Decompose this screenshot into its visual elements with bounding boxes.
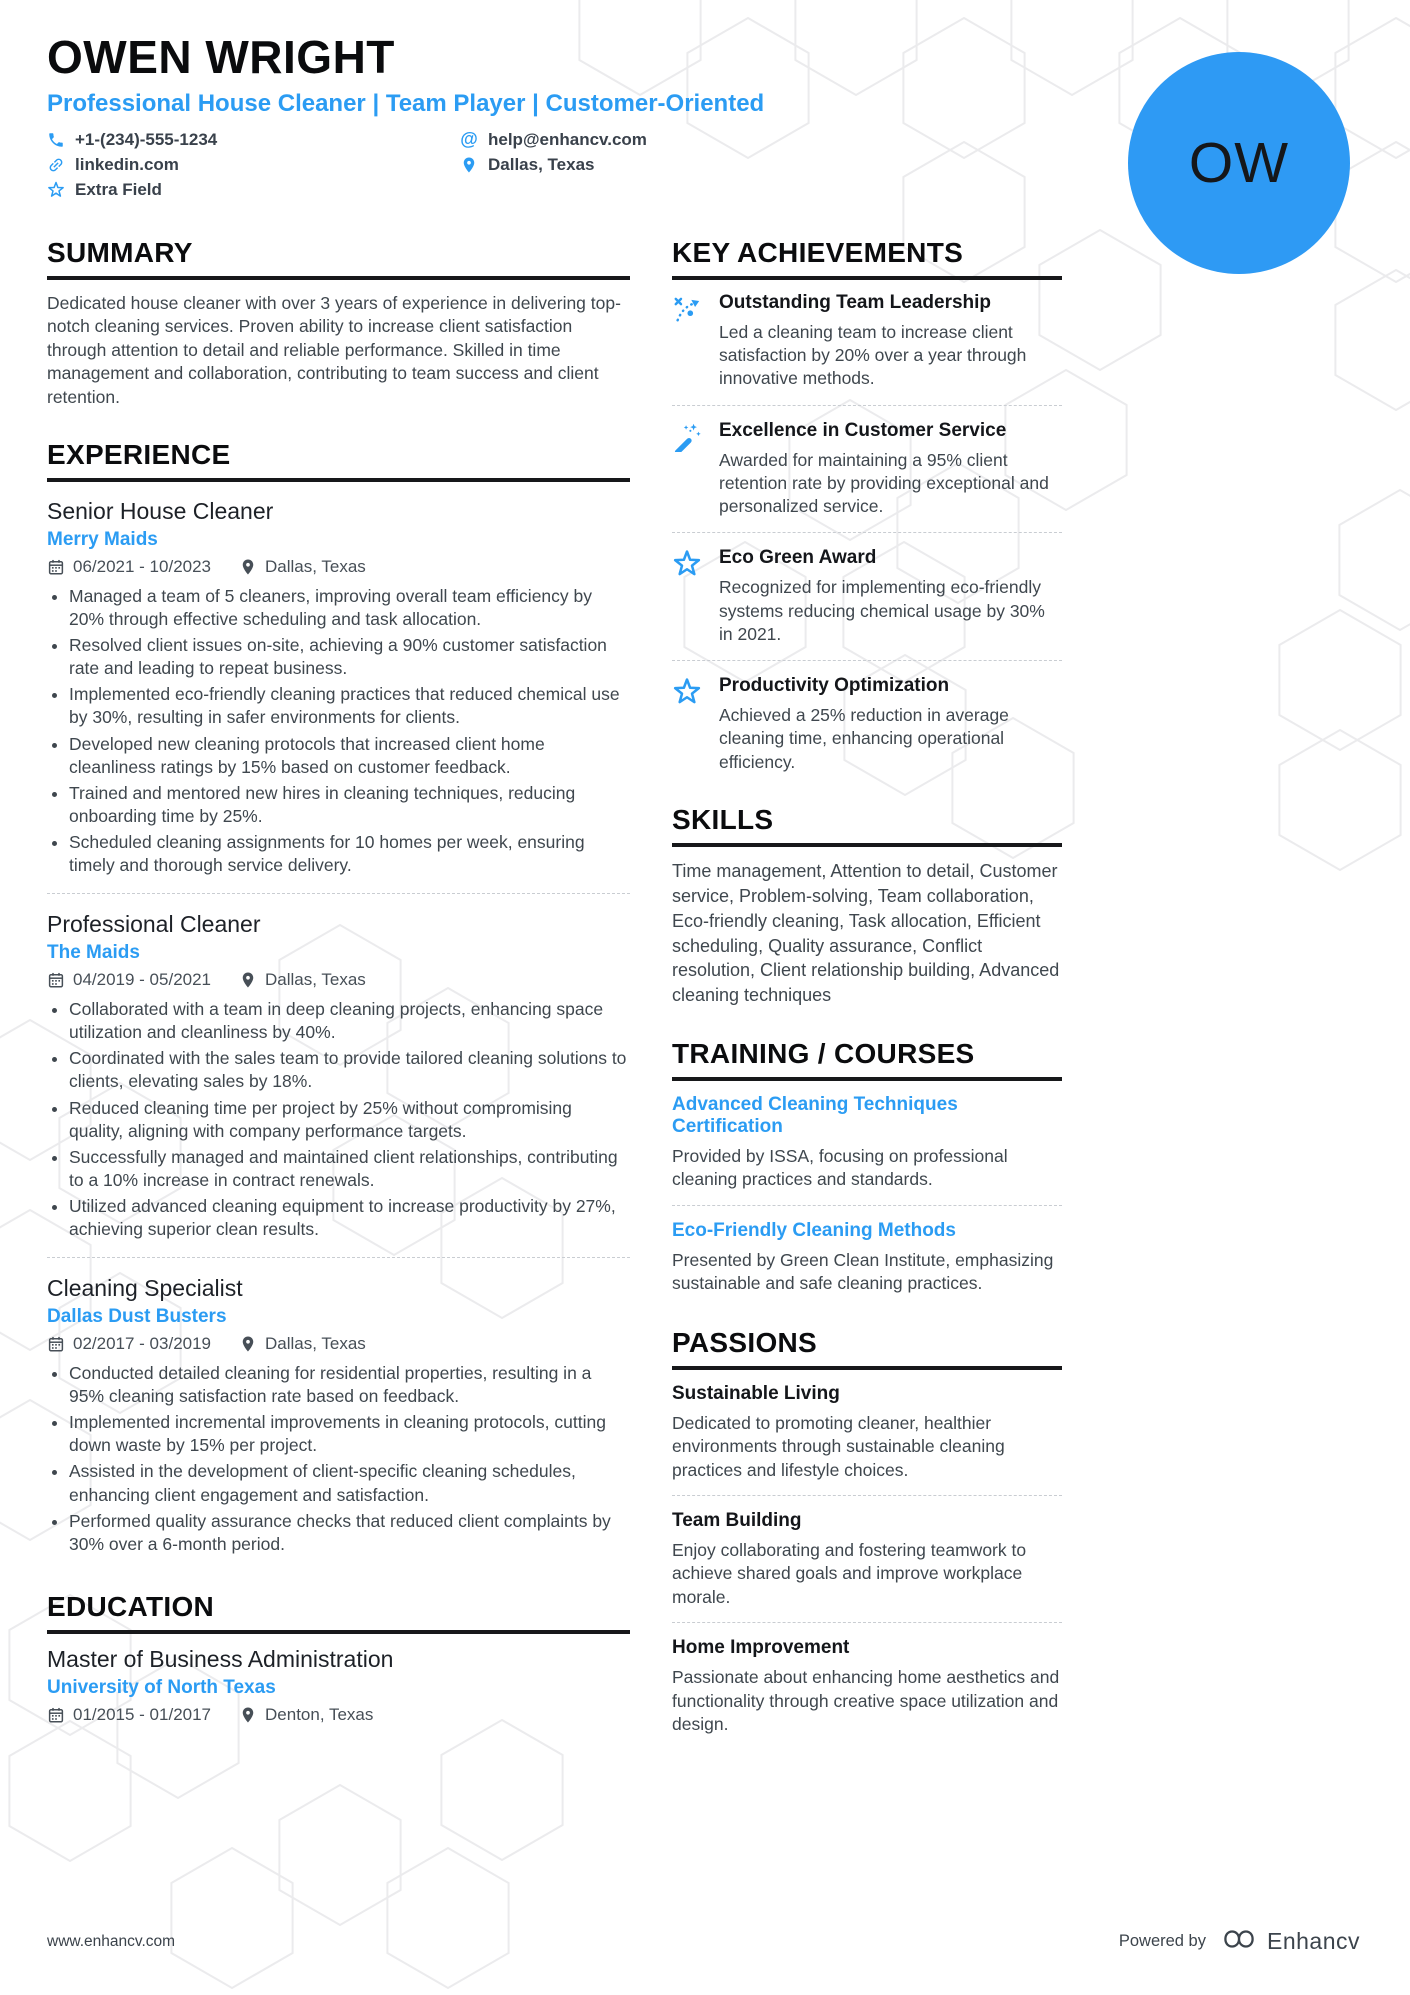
location-icon <box>239 558 257 576</box>
course-title: Eco-Friendly Cleaning Methods <box>672 1219 956 1241</box>
star-icon <box>672 547 704 646</box>
candidate-name: OWEN WRIGHT <box>47 31 395 83</box>
course-item <box>672 1093 1062 1206</box>
training-section <box>672 1038 1062 1297</box>
skills-title: SKILLS <box>672 804 1062 847</box>
location-icon <box>460 156 478 174</box>
contact-phone <box>47 129 460 151</box>
footer <box>47 1924 1360 1959</box>
brand-name: Enhancv <box>1266 1928 1360 1954</box>
experience-title: EXPERIENCE <box>47 439 630 482</box>
bullet: • Trained and mentored new hires in cleaning techniques, reducing onboarding time by 25%. <box>69 782 630 828</box>
location-text: Dallas, Texas <box>488 154 595 174</box>
achievement-text: Led a cleaning team to increase client satisfaction by 20% over a year through innovative methods. <box>719 321 1027 389</box>
avatar-initials: OW <box>1188 131 1290 195</box>
calendar-icon <box>47 558 65 576</box>
passion-title: Home Improvement <box>672 1637 850 1659</box>
bullet: • Reduced cleaning time per project by 25% without compromising quality, aligning with company performance targets. <box>69 1097 630 1143</box>
job-title: Cleaning Specialist <box>47 1275 243 1302</box>
passion-text: Dedicated to promoting cleaner, healthier environments through sustainable cleaning practices and lifestyle choices. <box>672 1412 1005 1480</box>
job-title: Professional Cleaner <box>47 911 261 938</box>
enhancv-logo-icon <box>1219 1924 1259 1959</box>
experience-section <box>47 439 630 1561</box>
bullet: • Conducted detailed cleaning for residential properties, resulting in a 95% cleaning satisfaction rate based on feedback. <box>69 1362 630 1408</box>
achievement-item <box>672 420 1062 534</box>
key-achievements-section <box>672 237 1062 774</box>
training-title: TRAINING / COURSES <box>672 1038 1062 1081</box>
passion-text: Passionate about enhancing home aesthetics and functionality through creative space utilization and design. <box>672 1667 1060 1735</box>
degree: Master of Business Administration <box>47 1645 394 1672</box>
at-icon <box>460 129 478 150</box>
job-location: Dallas, Texas <box>265 557 366 577</box>
passion-item <box>672 1509 1062 1623</box>
bullet: • Developed new cleaning protocols that increased client home cleanliness ratings by 15% based on customer feedback. <box>69 733 630 779</box>
course-text: Presented by Green Clean Institute, emphasizing sustainable and safe cleaning practices. <box>672 1249 1054 1294</box>
job-dates: 02/2017 - 03/2019 <box>73 1334 212 1354</box>
bullet: • Performed quality assurance checks that reduced client complaints by 30% over a 6-month period. <box>69 1510 630 1556</box>
website-link[interactable]: www.enhancv.com <box>47 1932 176 1950</box>
passions-section <box>672 1327 1062 1738</box>
headline: Professional House Cleaner | Team Player | Customer-Oriented <box>47 89 765 117</box>
calendar-icon <box>47 971 65 989</box>
summary-section <box>47 237 630 409</box>
contact-email[interactable] <box>460 129 647 151</box>
company-name: The Maids <box>47 942 140 964</box>
location-icon <box>239 971 257 989</box>
job-location: Dallas, Texas <box>265 970 366 990</box>
extra-field-text: Extra Field <box>75 179 162 199</box>
bullet: • Coordinated with the sales team to provide tailored cleaning solutions to clients, elevating sales by 18%. <box>69 1047 630 1093</box>
achievement-text: Recognized for implementing eco-friendly systems reducing chemical usage by 30% in 2021. <box>719 577 1045 644</box>
education-title: EDUCATION <box>47 1591 630 1634</box>
bullet: • Implemented eco-friendly cleaning practices that reduced chemical use by 30%, resulting in safer environments for clients. <box>69 683 630 729</box>
linkedin-link[interactable]: linkedin.com <box>75 154 179 174</box>
bullet: • Managed a team of 5 cleaners, improving overall team efficiency by 20% through effective scheduling and task allocation. <box>69 585 630 631</box>
job-bullets <box>47 585 630 877</box>
job-dates: 04/2019 - 05/2021 <box>73 970 212 990</box>
experience-entry <box>47 494 630 894</box>
bullet: • Scheduled cleaning assignments for 10 homes per week, ensuring timely and thorough service delivery. <box>69 831 630 877</box>
contact-linkedin[interactable] <box>47 154 460 176</box>
achievement-title: Eco Green Award <box>719 547 877 569</box>
job-dates: 06/2021 - 10/2023 <box>73 557 212 577</box>
phone-icon <box>47 131 65 149</box>
contact-extra-field <box>47 179 460 201</box>
course-title: Advanced Cleaning Techniques Certification <box>672 1093 958 1137</box>
location-icon <box>239 1706 257 1724</box>
experience-entry <box>47 1271 630 1561</box>
achievement-text: Awarded for maintaining a 95% client retention rate by providing exceptional and personalized service. <box>719 449 1049 517</box>
bullet: • Collaborated with a team in deep cleaning projects, enhancing space utilization and cleanliness by 40%. <box>69 998 630 1044</box>
bullet: • Successfully managed and maintained client relationships, contributing to a 10% increase in contract renewals. <box>69 1146 630 1192</box>
contact-location <box>460 154 647 176</box>
job-bullets <box>47 1362 630 1556</box>
achievement-title: Excellence in Customer Service <box>719 419 1007 441</box>
achievement-item <box>672 547 1062 661</box>
location-icon <box>239 1335 257 1353</box>
course-text: Provided by ISSA, focusing on professional cleaning practices and standards. <box>672 1145 1008 1190</box>
skills-list: Time management, Attention to detail, Customer service, Problem-solving, Team collaboration, Eco-friendly cleaning, Task allocation, Efficient scheduling, Quality assurance, Conflict resolution, Client relationship building, Advanced cleaning techniques <box>672 861 1060 1006</box>
passion-title: Team Building <box>672 1510 802 1532</box>
company-name: Dallas Dust Busters <box>47 1306 227 1328</box>
powered-by-label: Powered by <box>1118 1932 1206 1950</box>
job-location: Dallas, Texas <box>265 1334 366 1354</box>
phone-number: +1-(234)-555-1234 <box>75 129 218 149</box>
skills-section <box>672 804 1062 1008</box>
calendar-icon <box>47 1706 65 1724</box>
bullet: • Resolved client issues on-site, achieving a 90% customer satisfaction rate and leading to repeat business. <box>69 634 630 680</box>
link-icon <box>47 156 65 174</box>
achievement-item <box>672 292 1062 406</box>
education-location: Denton, Texas <box>265 1704 374 1724</box>
star-icon <box>672 675 704 774</box>
passions-title: PASSIONS <box>672 1327 1062 1370</box>
bullet: • Utilized advanced cleaning equipment to increase productivity by 27%, achieving superior clean results. <box>69 1195 630 1241</box>
job-bullets <box>47 998 630 1241</box>
course-item <box>672 1219 1062 1297</box>
passion-item <box>672 1382 1062 1496</box>
school-name: University of North Texas <box>47 1676 276 1698</box>
company-name: Merry Maids <box>47 529 158 551</box>
star-icon <box>47 181 65 199</box>
achievement-title: Productivity Optimization <box>719 675 950 697</box>
summary-title: SUMMARY <box>47 237 630 280</box>
magic-wand-icon <box>672 420 704 519</box>
education-dates: 01/2015 - 01/2017 <box>73 1704 212 1724</box>
summary-text: Dedicated house cleaner with over 3 years of experience in delivering top-notch cleaning services. Proven ability to increase client satisfaction through attention to detail and reliable performance. Skilled in time management and collaboration, contributing to team success and client retention. <box>47 292 621 407</box>
passion-item <box>672 1636 1062 1737</box>
key-achievements-title: KEY ACHIEVEMENTS <box>672 237 1062 280</box>
passion-title: Sustainable Living <box>672 1382 840 1404</box>
experience-entry <box>47 907 630 1258</box>
left-column <box>47 237 630 1768</box>
achievement-item <box>672 675 1062 774</box>
job-title: Senior House Cleaner <box>47 498 274 525</box>
bullet: • Implemented incremental improvements in cleaning protocols, cutting down waste by 15% per project. <box>69 1411 630 1457</box>
passion-text: Enjoy collaborating and fostering teamwork to achieve shared goals and improve workplace morale. <box>672 1540 1027 1607</box>
right-column <box>672 237 1062 1768</box>
achievement-title: Outstanding Team Leadership <box>719 291 992 313</box>
calendar-icon <box>47 1335 65 1353</box>
education-section <box>47 1591 630 1725</box>
bullet: • Assisted in the development of client-specific cleaning schedules, enhancing client engagement and satisfaction. <box>69 1460 630 1506</box>
strategy-icon <box>672 292 704 391</box>
email-link[interactable]: help@enhancv.com <box>488 129 647 149</box>
achievement-text: Achieved a 25% reduction in average cleaning time, enhancing operational efficiency. <box>719 705 1009 772</box>
avatar <box>1128 52 1350 274</box>
